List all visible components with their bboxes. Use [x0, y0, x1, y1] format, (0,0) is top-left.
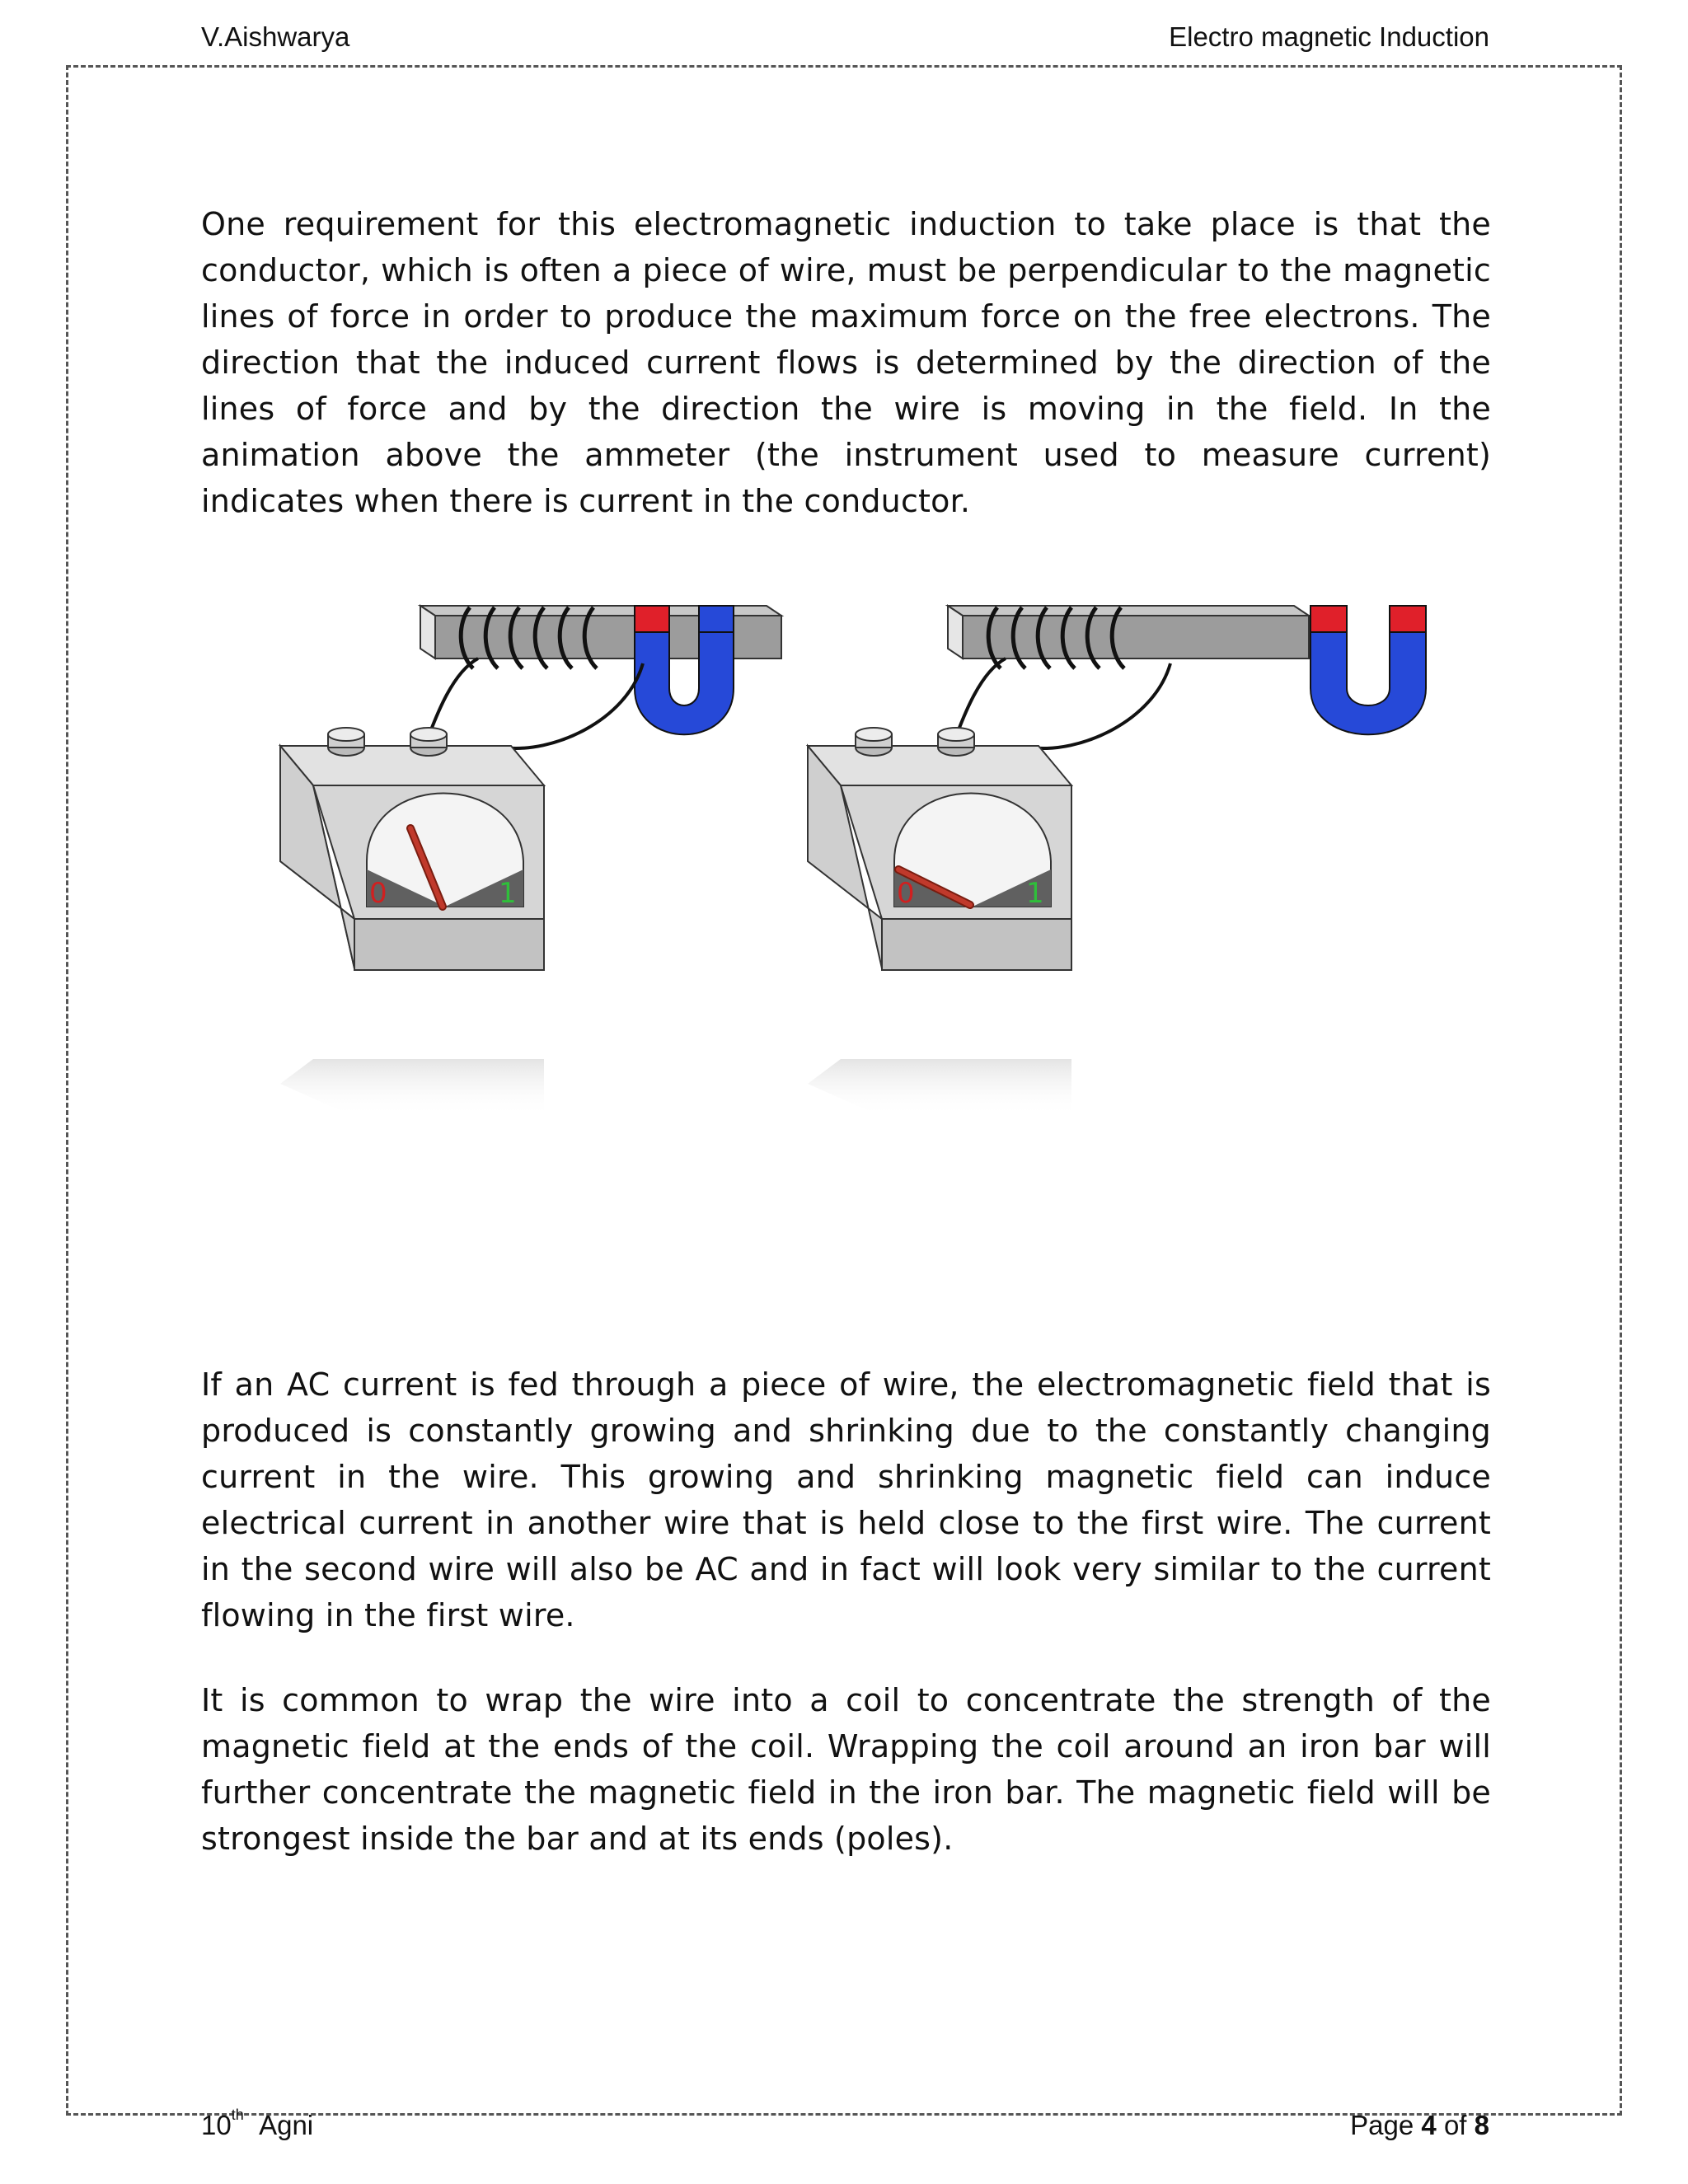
footer-section: Agni	[259, 2110, 314, 2140]
right-iron-bar	[948, 606, 1309, 658]
left-reflection	[280, 1059, 544, 1117]
left-meter-zero-label: 0	[369, 877, 387, 910]
right-meter-one-label: 1	[1026, 877, 1044, 910]
right-meter-zero-label: 0	[897, 877, 915, 910]
footer-grade	[201, 2107, 314, 2141]
right-reflection	[808, 1059, 1071, 1117]
right-ammeter	[808, 728, 1071, 970]
right-horseshoe-magnet	[1311, 606, 1426, 734]
footer-grade-suffix: th	[231, 2107, 244, 2123]
footer-grade-number: 10	[201, 2110, 232, 2140]
left-setup	[280, 606, 781, 1117]
induction-figure	[264, 589, 1500, 1166]
left-ammeter	[280, 728, 544, 970]
header-author: V.Aishwarya	[201, 21, 350, 52]
paragraph-2: If an AC current is fed through a piece of wire, the electromagnetic field that is produced is constantly growing and shrinking due to the constantly changing current in the wire. This growing and shrinking magnetic field can induce electrical current in another wire that is held close to the first wire. The current in the second wire will also be AC and in fact will look very similar to the current flowing in the first wire.	[201, 1366, 1491, 1633]
left-meter-one-label: 1	[499, 877, 517, 910]
right-setup	[808, 606, 1426, 1117]
paragraph-3: It is common to wrap the wire into a coil to concentrate the strength of the magnetic field at the ends of the coil. Wrapping the coil around an iron bar will further concentrate the magnetic field in the iron bar. The magnetic field will be strongest inside the bar and at its ends (poles).	[201, 1682, 1491, 1857]
header-title: Electro magnetic Induction	[1169, 21, 1489, 52]
paragraph-1: One requirement for this electromagnetic induction to take place is that the conductor, which is often a piece of wire, must be perpendicular to the magnetic lines of force in order to produce the maximum force on the free electrons. The direction that the induced current flows is determined by the direction of the lines of force and by the direction the wire is moving in the field. In the animation above the ammeter (the instrument used to measure current) indicates when there is current in the conductor.	[201, 206, 1491, 519]
footer-page-prefix: Page	[1350, 2110, 1422, 2140]
left-wires	[424, 658, 643, 748]
footer-page-total: 8	[1474, 2110, 1489, 2140]
footer-page-of: of	[1436, 2110, 1475, 2140]
footer-page-current: 4	[1421, 2110, 1437, 2140]
right-wires	[952, 658, 1170, 748]
footer-page-number	[1350, 2110, 1489, 2141]
